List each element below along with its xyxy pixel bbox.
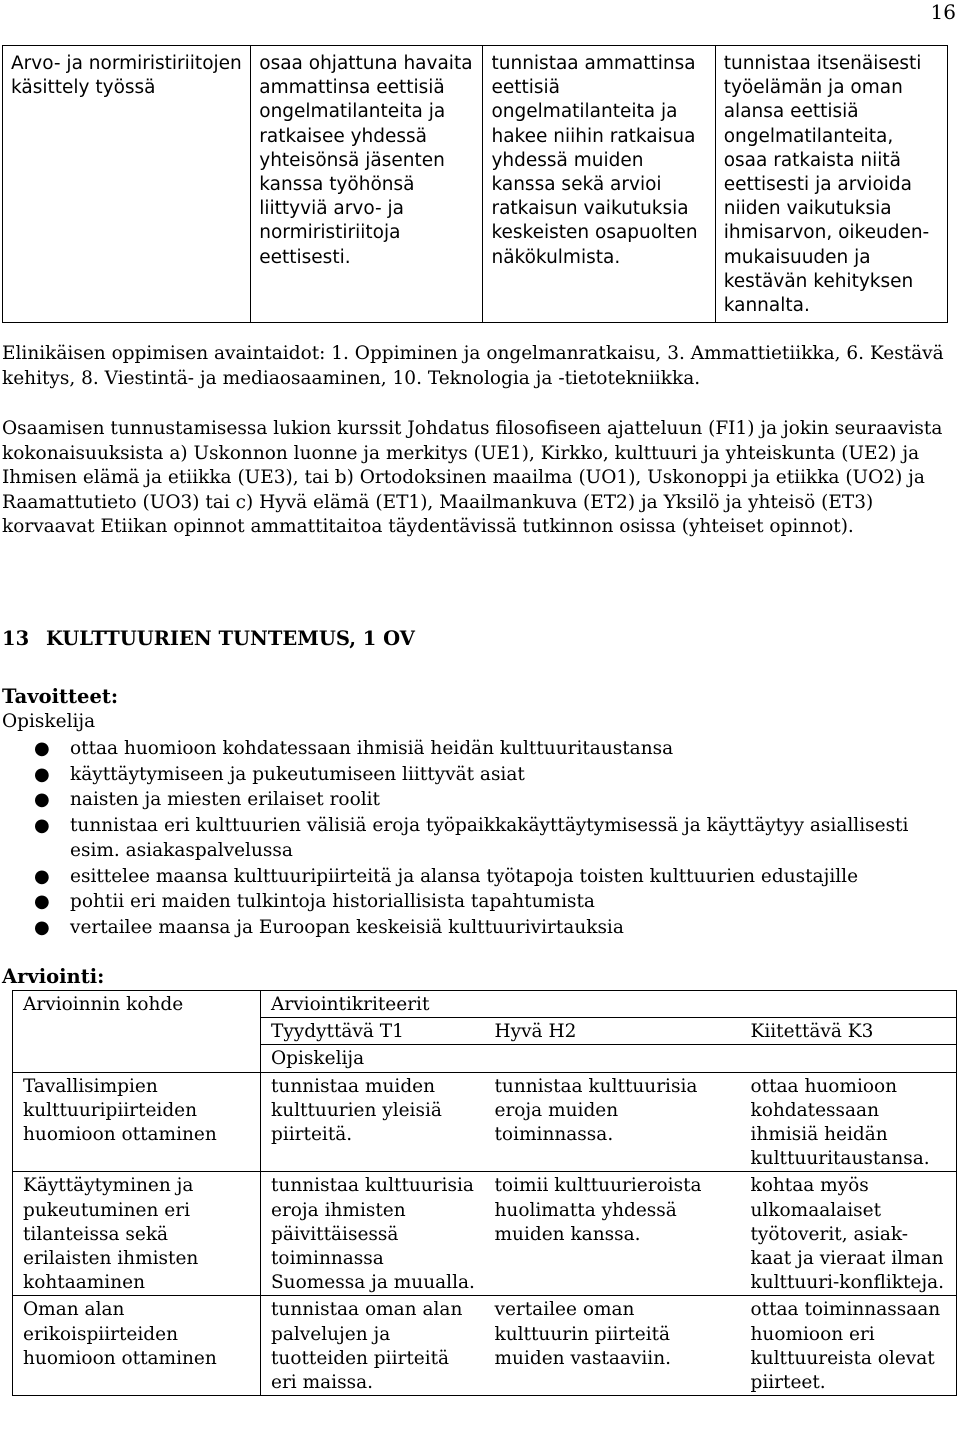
section-number: 13 [2,627,30,650]
table-cell: Käyttäytyminen ja pukeutuminen eri tilanteissa sekä erilaisten ihmisten kohtaaminen [13,1172,261,1296]
bullet-icon: ● [34,789,50,810]
recognition-paragraph: Osaamisen tunnustamisessa lukion kurssit Johdatus filosofiseen ajatteluun (FI1) ja jokin seuraavista kokonaisuuksista a) Uskonnon luonne ja merkitys (UE1), Kirkko, kulttuuri ja yhteiskunta (UE2) ja Ihmisen elämä ja etiikka (UE3), tai b) Ortodoksinen maailma (UO1), Uskonoppi ja etiikka (UO2) ja Raamattutieto (UO3) tai c) Hyvä elämä (ET1), Maailmankuva (ET2) ja Yksilö ja yhteisö (ET3) korvaavat Etiikan opinnot ammattitaitoa täydentävissä tutkinnon osissa (yhteiset opinnot). [2,418,943,537]
list-item: ● ottaa huomioon kohdatessaan ihmisiä heidän kulttuuritaustansa [0,736,958,762]
column-header-object: Arvioinnin kohde [13,991,261,1018]
section-title: KULTTUURIEN TUNTEMUS, 1 OV [46,627,415,650]
table-cell: tunnistaa oman alan palvelujen ja tuotteiden piirteitä eri maissa. [261,1296,485,1396]
table-row [13,1072,957,1172]
table-cell: ottaa huomioon kohdatessaan ihmisiä heidän kulttuuritaustansa. [741,1072,957,1172]
table-cell [13,1045,261,1072]
table-row [3,46,948,323]
bullet-icon: ● [34,916,50,938]
bullet-icon: ● [34,763,50,785]
list-item: ● tunnistaa eri kulttuurien välisiä eroja työpaikkakäyttäytymisessä ja käyttäytyy asiallisesti esim. asiakaspalvelussa [34,814,909,861]
bullet-icon: ● [34,865,50,887]
evaluation-heading: Arviointi: [2,965,105,988]
table-cell: Tavallisimpien kulttuuripiirteiden huomioon ottaminen [13,1072,261,1172]
table-row [13,1172,957,1296]
bullet-icon: ● [34,738,50,759]
table-cell: vertailee oman kulttuurin piirteitä muiden vastaaviin. [485,1296,741,1396]
goals-list [0,736,958,940]
table-cell: tunnistaa kulttuurisia eroja muiden toiminnassa. [485,1072,741,1172]
table-cell: tunnistaa itsenäisesti työelämän ja oman alansa eettisiä ongelmatilanteita, osaa ratkaista niitä eettisesti ja arvioida niiden vaikutuksia ihmisarvon, oikeuden-mukaisuuden ja kestävän kehityksen kannalta. [715,46,947,323]
evaluation-table [12,990,957,1396]
list-item: ● naisten ja miesten erilaiset roolit [0,787,958,813]
page-number: 16 [930,0,956,24]
table-row [13,1296,957,1396]
column-header-criteria: Arviointikriteerit [261,991,957,1018]
table-cell [13,1018,261,1045]
competence-table [2,45,948,323]
table-cell: tunnistaa kulttuurisia eroja ihmisten päivittäisessä toiminnassa Suomessa ja muualla. [261,1172,485,1296]
table-cell: Oman alan erikoispiirteiden huomioon ottaminen [13,1296,261,1396]
table-cell: tunnistaa muiden kulttuurien yleisiä piirteitä. [261,1072,485,1172]
table-cell: osaa ohjattuna havaita ammattinsa eettisiä ongelmatilanteita ja ratkaisee yhdessä yhteisönsä jäsenten kanssa työhönsä liittyviä arvo- ja normiristiriitoja eettisesti. [251,46,483,323]
table-cell: Arvo- ja normiristiriitojen käsittely työssä [3,46,251,323]
bullet-icon: ● [34,814,50,836]
table-level-row [13,1018,957,1045]
list-item: ● esittelee maansa kulttuuripiirteitä ja alansa työtapoja toisten kulttuurien edustajille [0,864,958,890]
level-header-t1: Tyydyttävä T1 [261,1018,485,1045]
level-header-k3: Kiitettävä K3 [741,1018,957,1045]
goals-heading: Tavoitteet: [2,685,119,708]
list-item: ● vertailee maansa ja Euroopan keskeisiä kulttuurivirtauksia [0,915,958,941]
table-header-row [13,991,957,1018]
key-skills-paragraph: Elinikäisen oppimisen avaintaidot: 1. Oppiminen ja ongelmanratkaisu, 3. Ammattietiikka, 6. Kestävä kehitys, 8. Viestintä- ja mediaosaaminen, 10. Teknologia ja -tietotekniikka. [2,343,944,389]
table-cell: toimii kulttuurieroista huolimatta yhdessä muiden kanssa. [485,1172,741,1296]
level-header-h2: Hyvä H2 [485,1018,741,1045]
goals-subject: Opiskelija [2,711,96,732]
table-subject-row [13,1045,957,1072]
evaluation-subject: Opiskelija [261,1045,957,1072]
list-item: ● käyttäytymiseen ja pukeutumiseen liittyvät asiat [0,762,958,788]
list-item: ● pohtii eri maiden tulkintoja historiallisista tapahtumista [0,889,958,915]
section-heading [2,627,415,651]
bullet-icon: ● [34,891,50,912]
table-cell: kohtaa myös ulkomaalaiset työtoverit, asiak-kaat ja vieraat ilman kulttuuri-konflikteja. [741,1172,957,1296]
table-cell: ottaa toiminnassaan huomioon eri kulttuureista olevat piirteet. [741,1296,957,1396]
table-cell: tunnistaa ammattinsa eettisiä ongelmatilanteita ja hakee niihin ratkaisua yhdessä muiden kanssa sekä arvioi ratkaisun vaikutuksia keskeisten osapuolten näkökulmista. [483,46,715,323]
